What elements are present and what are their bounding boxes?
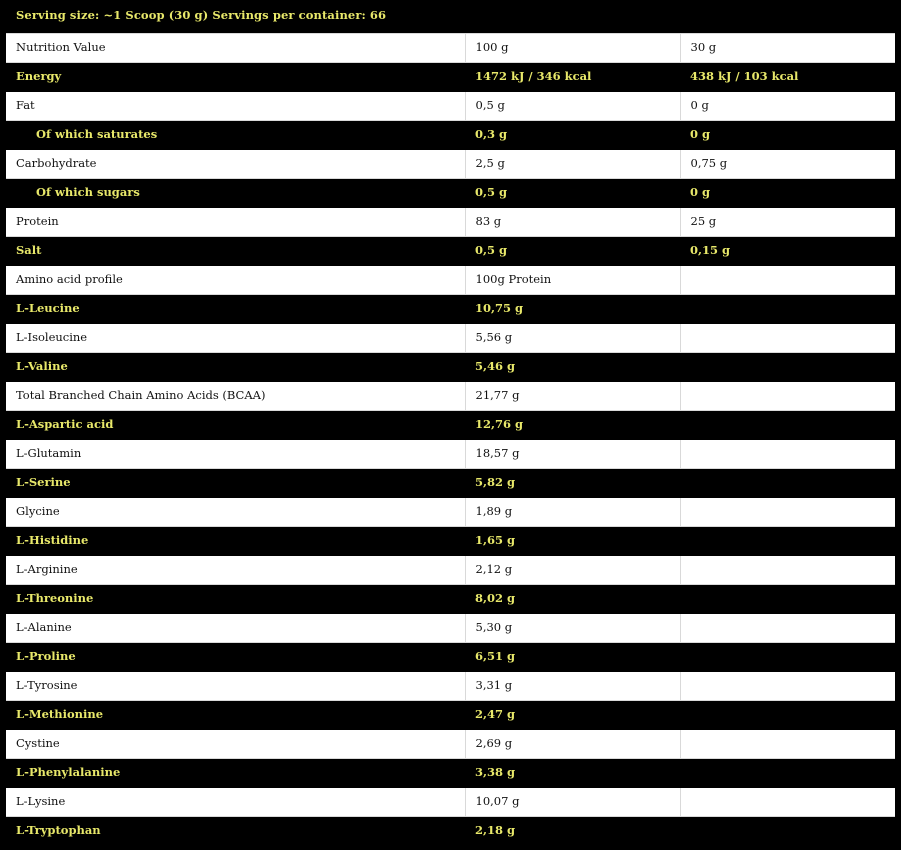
table-row: [6, 701, 895, 730]
row-label: Salt: [6, 237, 465, 266]
row-value-per-serving: 438 kJ / 103 kcal: [680, 63, 895, 92]
row-value-per-100g: 0,5 g: [465, 92, 680, 121]
row-label: Of which saturates: [6, 121, 465, 150]
table-row: [6, 498, 895, 527]
table-row: [6, 150, 895, 179]
row-label: L-Threonine: [6, 585, 465, 614]
row-value-per-100g: 0,5 g: [465, 179, 680, 208]
row-value-per-100g: 1,89 g: [465, 498, 680, 527]
row-value-per-100g: 3,31 g: [465, 672, 680, 701]
table-row: [6, 208, 895, 237]
row-value-per-serving: [680, 440, 895, 469]
row-value-per-100g: 10,07 g: [465, 788, 680, 817]
row-label: L-Tyrosine: [6, 672, 465, 701]
row-label: L-Proline: [6, 643, 465, 672]
row-label: L-Alanine: [6, 614, 465, 643]
column-header-per-100g: 100 g: [465, 34, 680, 63]
serving-size-text: Serving size: ~1 Scoop (30 g) Servings per container: 66: [6, 0, 895, 34]
row-label: Glycine: [6, 498, 465, 527]
row-label: L-Histidine: [6, 527, 465, 556]
row-value-per-100g: 0,5 g: [465, 237, 680, 266]
row-label: Total Branched Chain Amino Acids (BCAA): [6, 382, 465, 411]
row-label: Of which sugars: [6, 179, 465, 208]
table-row: [6, 643, 895, 672]
row-value-per-100g: 2,18 g: [465, 817, 680, 846]
row-value-per-serving: [680, 585, 895, 614]
table-row: [6, 353, 895, 382]
row-value-per-100g: 1,65 g: [465, 527, 680, 556]
nutrition-table-body: [6, 0, 895, 846]
table-row: [6, 121, 895, 150]
row-value-per-100g: 5,30 g: [465, 614, 680, 643]
row-value-per-100g: 6,51 g: [465, 643, 680, 672]
row-value-per-serving: [680, 701, 895, 730]
row-value-per-100g: 0,3 g: [465, 121, 680, 150]
row-value-per-serving: [680, 788, 895, 817]
row-label: L-Methionine: [6, 701, 465, 730]
table-row: [6, 730, 895, 759]
table-row: [6, 527, 895, 556]
nutrition-table: [6, 0, 895, 846]
row-value-per-100g: 10,75 g: [465, 295, 680, 324]
table-header-row: [6, 34, 895, 63]
row-value-per-100g: 18,57 g: [465, 440, 680, 469]
row-value-per-100g: 1472 kJ / 346 kcal: [465, 63, 680, 92]
row-value-per-serving: [680, 759, 895, 788]
row-value-per-100g: 5,46 g: [465, 353, 680, 382]
column-header-per-serving: 30 g: [680, 34, 895, 63]
table-row: [6, 63, 895, 92]
row-value-per-serving: [680, 556, 895, 585]
row-value-per-100g: 100g Protein: [465, 266, 680, 295]
row-value-per-100g: 21,77 g: [465, 382, 680, 411]
row-value-per-100g: 2,5 g: [465, 150, 680, 179]
column-header-name: Nutrition Value: [6, 34, 465, 63]
table-row: [6, 817, 895, 846]
row-value-per-serving: [680, 614, 895, 643]
row-value-per-100g: 2,47 g: [465, 701, 680, 730]
row-value-per-serving: [680, 817, 895, 846]
row-value-per-serving: [680, 324, 895, 353]
row-label: L-Phenylalanine: [6, 759, 465, 788]
row-label: Energy: [6, 63, 465, 92]
row-label: L-Glutamin: [6, 440, 465, 469]
row-value-per-100g: 12,76 g: [465, 411, 680, 440]
row-value-per-serving: 0 g: [680, 179, 895, 208]
row-label: L-Aspartic acid: [6, 411, 465, 440]
row-label: L-Leucine: [6, 295, 465, 324]
table-row: [6, 469, 895, 498]
table-row: [6, 672, 895, 701]
row-value-per-100g: 8,02 g: [465, 585, 680, 614]
row-value-per-100g: 83 g: [465, 208, 680, 237]
row-label: L-Lysine: [6, 788, 465, 817]
serving-size-row: [6, 0, 895, 34]
row-value-per-serving: 0 g: [680, 121, 895, 150]
row-label: L-Tryptophan: [6, 817, 465, 846]
row-value-per-serving: [680, 643, 895, 672]
table-row: [6, 788, 895, 817]
row-value-per-100g: 2,12 g: [465, 556, 680, 585]
row-label: Cystine: [6, 730, 465, 759]
row-value-per-serving: [680, 527, 895, 556]
table-row: [6, 295, 895, 324]
row-label: L-Arginine: [6, 556, 465, 585]
row-value-per-serving: [680, 672, 895, 701]
table-row: [6, 759, 895, 788]
table-row: [6, 324, 895, 353]
row-label: Protein: [6, 208, 465, 237]
row-value-per-serving: [680, 498, 895, 527]
row-value-per-serving: 0,75 g: [680, 150, 895, 179]
row-value-per-serving: [680, 382, 895, 411]
row-value-per-serving: [680, 411, 895, 440]
table-row: [6, 411, 895, 440]
table-row: [6, 440, 895, 469]
row-value-per-serving: 25 g: [680, 208, 895, 237]
table-row: [6, 585, 895, 614]
row-label: Amino acid profile: [6, 266, 465, 295]
row-value-per-100g: 2,69 g: [465, 730, 680, 759]
table-row: [6, 556, 895, 585]
table-row: [6, 179, 895, 208]
row-label: L-Isoleucine: [6, 324, 465, 353]
table-row: [6, 382, 895, 411]
row-value-per-100g: 5,56 g: [465, 324, 680, 353]
row-value-per-serving: 0,15 g: [680, 237, 895, 266]
row-value-per-serving: [680, 266, 895, 295]
row-label: L-Serine: [6, 469, 465, 498]
row-label: Carbohydrate: [6, 150, 465, 179]
row-value-per-serving: [680, 730, 895, 759]
table-row: [6, 614, 895, 643]
row-label: L-Valine: [6, 353, 465, 382]
row-value-per-serving: [680, 353, 895, 382]
row-label: Fat: [6, 92, 465, 121]
row-value-per-100g: 5,82 g: [465, 469, 680, 498]
row-value-per-serving: 0 g: [680, 92, 895, 121]
row-value-per-serving: [680, 469, 895, 498]
table-row: [6, 266, 895, 295]
row-value-per-serving: [680, 295, 895, 324]
row-value-per-100g: 3,38 g: [465, 759, 680, 788]
table-row: [6, 237, 895, 266]
table-row: [6, 92, 895, 121]
